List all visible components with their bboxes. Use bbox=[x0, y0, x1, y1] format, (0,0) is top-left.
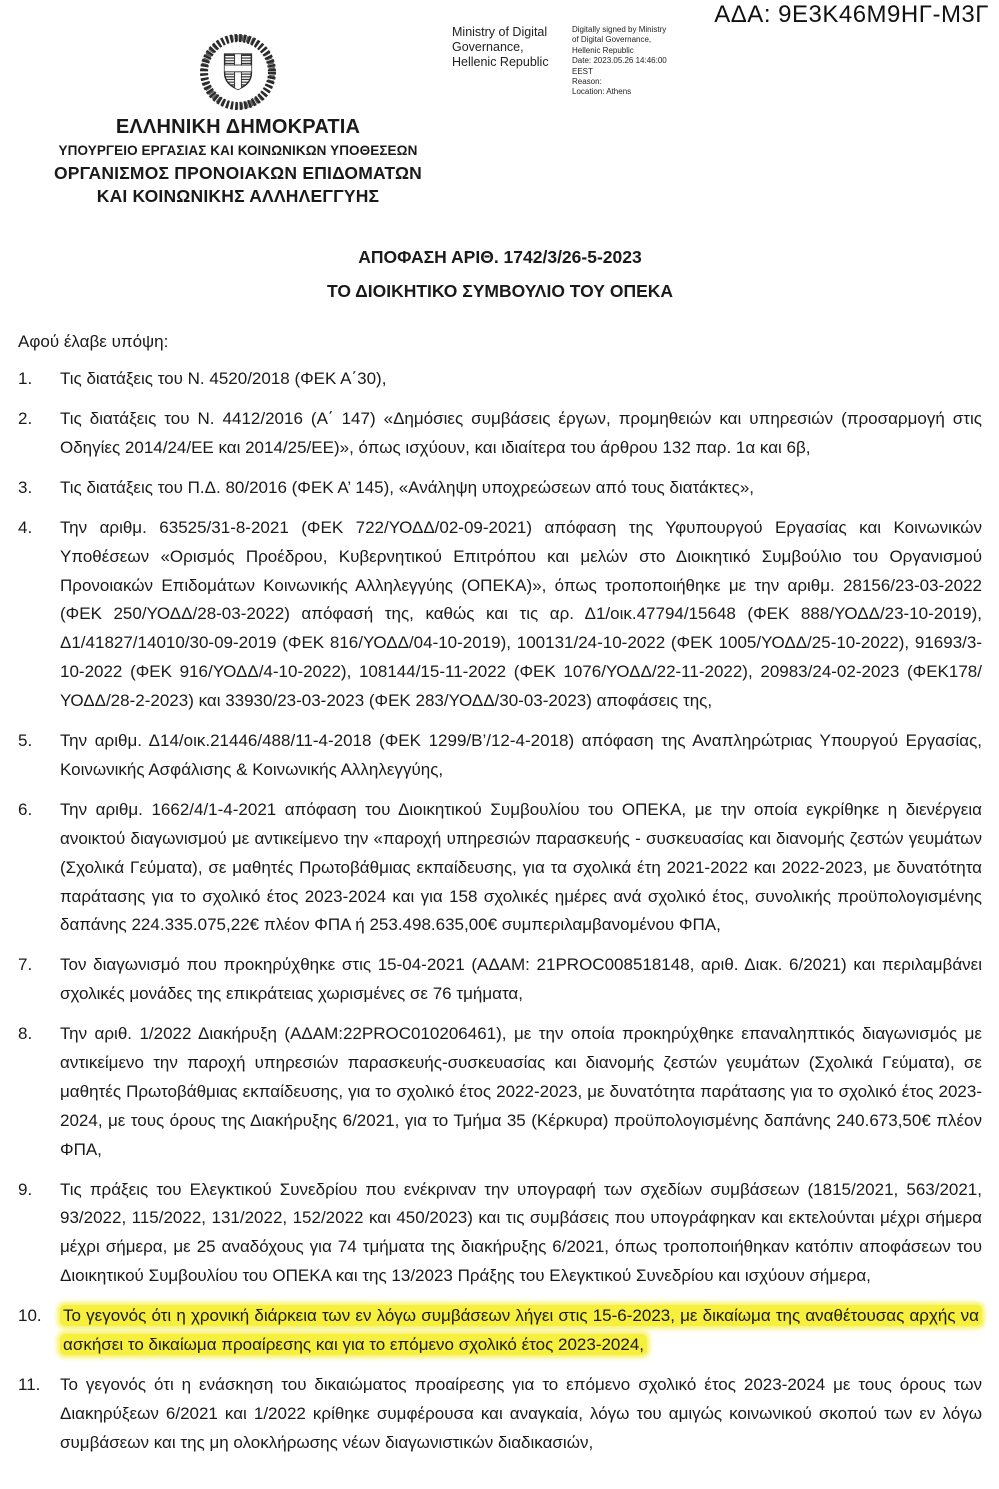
item-number: 6. bbox=[18, 799, 33, 819]
item-number: 4. bbox=[18, 517, 33, 537]
item-text: Τον διαγωνισμό που προκηρύχθηκε στις 15-04-2021 (ΑΔΑΜ: 21PROC008518148, αριθ. Διακ. 6/2021) και περιλαμβάνει σχολικές μονάδες της επικράτειας χωρισμένες σε 76 τμήματα, bbox=[60, 955, 982, 1004]
item-text: Την αριθμ. Δ14/οικ.21446/488/11-4-2018 (ΦΕΚ 1299/Β’/12-4-2018) απόφαση της Αναπληρώτριας Υπουργού Εργασίας, Κοινωνικής Ασφάλισης & Κοινωνικής Αλληλεγγύης, bbox=[60, 731, 982, 779]
item-text: Την αριθμ. 63525/31-8-2021 (ΦΕΚ 722/ΥΟΔΔ/02-09-2021) απόφαση της Υφυπουργού Εργασίας και Κοινωνικών Υποθέσεων «Ορισμός Προέδρου, Κυβερνητικού Επιτρόπου και μελών στο Διοικητικό Συμβούλιο του Οργανισμού Προνοιακών Επιδομάτων Κοινωνικής Αλληλεγγύης (ΟΠΕΚΑ)», όπως τροποποιήθηκε με την αριθμ. 28156/23-03-2022 (ΦΕΚ 250/ΥΟΔΔ/28-03-2022) απόφασή της, καθώς και τις αρ. Δ1/οικ.47794/15648 (ΦΕΚ 888/ΥΟΔΔ/23-10-2019), Δ1/41827/14010/30-09-2019 (ΦΕΚ 816/ΥΟΔΔ/04-10-2019), 100131/24-10-2022 (ΦΕΚ 1005/ΥΟΔΔ/25-10-2022), 91693/3-10-2022 (ΦΕΚ 916/ΥΟΔΔ/4-10-2022), 108144/15-11-2022 (ΦΕΚ 1076/ΥΟΔΔ/22-11-2022), 20983/24-02-2023 (ΦΕΚ178/ΥΟΔΔ/28-2-2023) και 33930/23-03-2023 (ΦΕΚ 283/ΥΟΔΔ/30-03-2023) αποφάσεις της, bbox=[60, 517, 982, 711]
decision-title bbox=[18, 240, 982, 308]
greek-coat-of-arms-icon bbox=[190, 30, 286, 114]
header-organisation bbox=[26, 162, 450, 208]
item-number: 9. bbox=[18, 1179, 33, 1199]
list-item bbox=[18, 405, 982, 463]
document-body bbox=[18, 240, 982, 1469]
list-item bbox=[18, 365, 982, 394]
list-item bbox=[18, 1020, 982, 1164]
digital-signature-block bbox=[452, 25, 702, 98]
header-org-line2: ΚΑΙ ΚΟΙΝΩΝΙΚΗΣ ΑΛΛΗΛΕΓΓΥΗΣ bbox=[96, 185, 380, 206]
item-text: Τις διατάξεις του Ν. 4520/2018 (ΦΕΚ Α΄30), bbox=[60, 369, 387, 389]
item-text: Την αριθμ. 1662/4/1-4-2021 απόφαση του Διοικητικού Συμβουλίου του ΟΠΕΚΑ, με την οποία εγκρίθηκε η διενέργεια ανοικτού διαγωνισμού με αντικείμενο την «παροχή υπηρεσιών παρασκευής - συσκευασίας και διανομής ζεστών γευμάτων (Σχολικά Γεύματα), σε μαθητές Πρωτοβάθμιας εκπαίδευσης, για τα σχολικά έτη 2021-2022 και 2022-2023, με δυνατότητα παράτασης για το σχολικό έτος 2023-2024 και για 158 σχολικές ημέρες ανά σχολικό έτος, συνολικής προϋπολογισμένης δαπάνης 224.335.075,22€ πλέον ΦΠΑ ή 253.498.635,00€ συμπεριλαμβανομένου ΦΠΑ, bbox=[60, 799, 982, 935]
list-item bbox=[18, 796, 982, 940]
item-text: Τις διατάξεις του Ν. 4412/2016 (Α΄ 147) «Δημόσιες συμβάσεις έργων, προμηθειών και υπηρεσιών (προσαρμογή στις Οδηγίες 2014/24/ΕΕ και 2014/25/ΕΕ)», όπως ισχύουν, και ιδιαίτερα του άρθρου 132 παρ. 1α και 6β, bbox=[60, 409, 982, 458]
item-text bbox=[60, 1305, 982, 1355]
list-item bbox=[18, 1371, 982, 1458]
list-item bbox=[18, 951, 982, 1009]
item-number: 10. bbox=[18, 1306, 42, 1326]
ada-code: ΑΔΑ: 9Ε3Κ46Μ9ΗΓ-Μ3Γ bbox=[714, 1, 989, 28]
item-text: Τις πράξεις του Ελεγκτικού Συνεδρίου που ενέκριναν την υπογραφή των σχεδίων συμβάσεων (1815/2021, 563/2021, 93/2022, 115/2022, 131/2022, 152/2022 και 450/2023) και τις συμβάσεις που υπογράφηκαν και εκτελούνται μέχρι σήμερα μέχρι σήμερα, με 25 αναδόχους για 74 τμήματα της διακήρυξης 6/2021, όπως τροποποιήθηκαν κατόπιν αποφάσεων του Διοικητικού Συμβουλίου του ΟΠΕΚΑ και της 13/2023 Πράξης του Ελεγκτικού Συνεδρίου και ισχύουν σήμερα, bbox=[60, 1179, 982, 1286]
list-item bbox=[18, 474, 982, 503]
decision-title-number: ΑΠΟΦΑΣΗ ΑΡΙΘ. 1742/3/26-5-2023 bbox=[358, 247, 642, 267]
decision-title-board: ΤΟ ΔΙΟΙΚΗΤΙΚΟ ΣΥΜΒΟΥΛΙΟ ΤΟΥ ΟΠΕΚΑ bbox=[326, 281, 674, 302]
header-ministry: ΥΠΟΥΡΓΕΙΟ ΕΡΓΑΣΙΑΣ ΚΑΙ ΚΟΙΝΩΝΙΚΩΝ ΥΠΟΘΕΣΕΩΝ bbox=[58, 143, 418, 158]
organisation-header bbox=[26, 30, 450, 208]
list-item bbox=[18, 514, 982, 716]
header-republic: ΕΛΛΗΝΙΚΗ ΔΗΜΟΚΡΑΤΙΑ bbox=[115, 116, 361, 138]
item-number: 7. bbox=[18, 955, 33, 975]
list-item bbox=[18, 727, 982, 785]
signature-details: Digitally signed by Ministry of Digital Governance, Hellenic Republic Date: 2023.05.26 14:46:00 EEST Reason: Location: Athens bbox=[572, 25, 667, 97]
list-item bbox=[18, 1302, 982, 1360]
considerations-list bbox=[18, 365, 982, 1457]
list-item bbox=[18, 1176, 982, 1292]
item-text: Τις διατάξεις του Π.Δ. 80/2016 (ΦΕΚ Α’ 145), «Ανάληψη υποχρεώσεων από τους διατάκτες», bbox=[60, 477, 755, 497]
item-text: Το γεγονός ότι η ενάσκηση του δικαιώματος προαίρεσης για το επόμενο σχολικό έτος 2023-2024 με τους όρους των Διακηρύξεων 6/2021 και 1/2022 κρίθηκε συμφέρουσα και αναγκαία, λόγω του αμιγώς κοινωνικού σκοπού των εν λόγω συμβάσεων και της μη ολοκλήρωσης νέων διαγωνιστικών διαδικασιών, bbox=[60, 1374, 982, 1452]
item-number: 3. bbox=[18, 477, 33, 497]
item-number: 11. bbox=[18, 1374, 41, 1394]
item-number: 8. bbox=[18, 1024, 33, 1044]
intro-phrase: Αφού έλαβε υπόψη: bbox=[18, 332, 169, 352]
signature-signer: Ministry of Digital Governance, Hellenic Republic bbox=[452, 25, 549, 69]
item-number: 1. bbox=[18, 369, 33, 389]
highlighted-text: Το γεγονός ότι η χρονική διάρκεια των εν λόγω συμβάσεων λήγει στις 15-6-2023, με δικαίωμα της αναθέτουσας αρχής να ασκήσει το δικαίωμα προαίρεσης και για το επόμενο σχολικό έτος 2023-2024, bbox=[60, 1305, 982, 1355]
item-number: 5. bbox=[18, 731, 33, 751]
header-org-line1: ΟΡΓΑΝΙΣΜΟΣ ΠΡΟΝΟΙΑΚΩΝ ΕΠΙΔΟΜΑΤΩΝ bbox=[53, 163, 423, 183]
item-text: Την αριθ. 1/2022 Διακήρυξη (ΑΔΑΜ:22PROC010206461), με την οποία προκηρύχθηκε επαναληπτικός διαγωνισμός με αντικείμενο την παροχή υπηρεσιών παρασκευής-συσκευασίας και διανομής ζεστών γευμάτων (Σχολικά Γεύματα), σε μαθητές Πρωτοβάθμιας εκπαίδευσης, για το σχολικό έτος 2022-2023, με δυνατότητα παράτασης για το σχολικό έτος 2023-2024, με τους όρους της Διακήρυξης 6/2021, για το Τμήμα 35 (Κέρκυρα) προϋπολογισμένης δαπάνης 240.673,50€ πλέον ΦΠΑ, bbox=[60, 1024, 982, 1159]
item-number: 2. bbox=[18, 409, 33, 429]
